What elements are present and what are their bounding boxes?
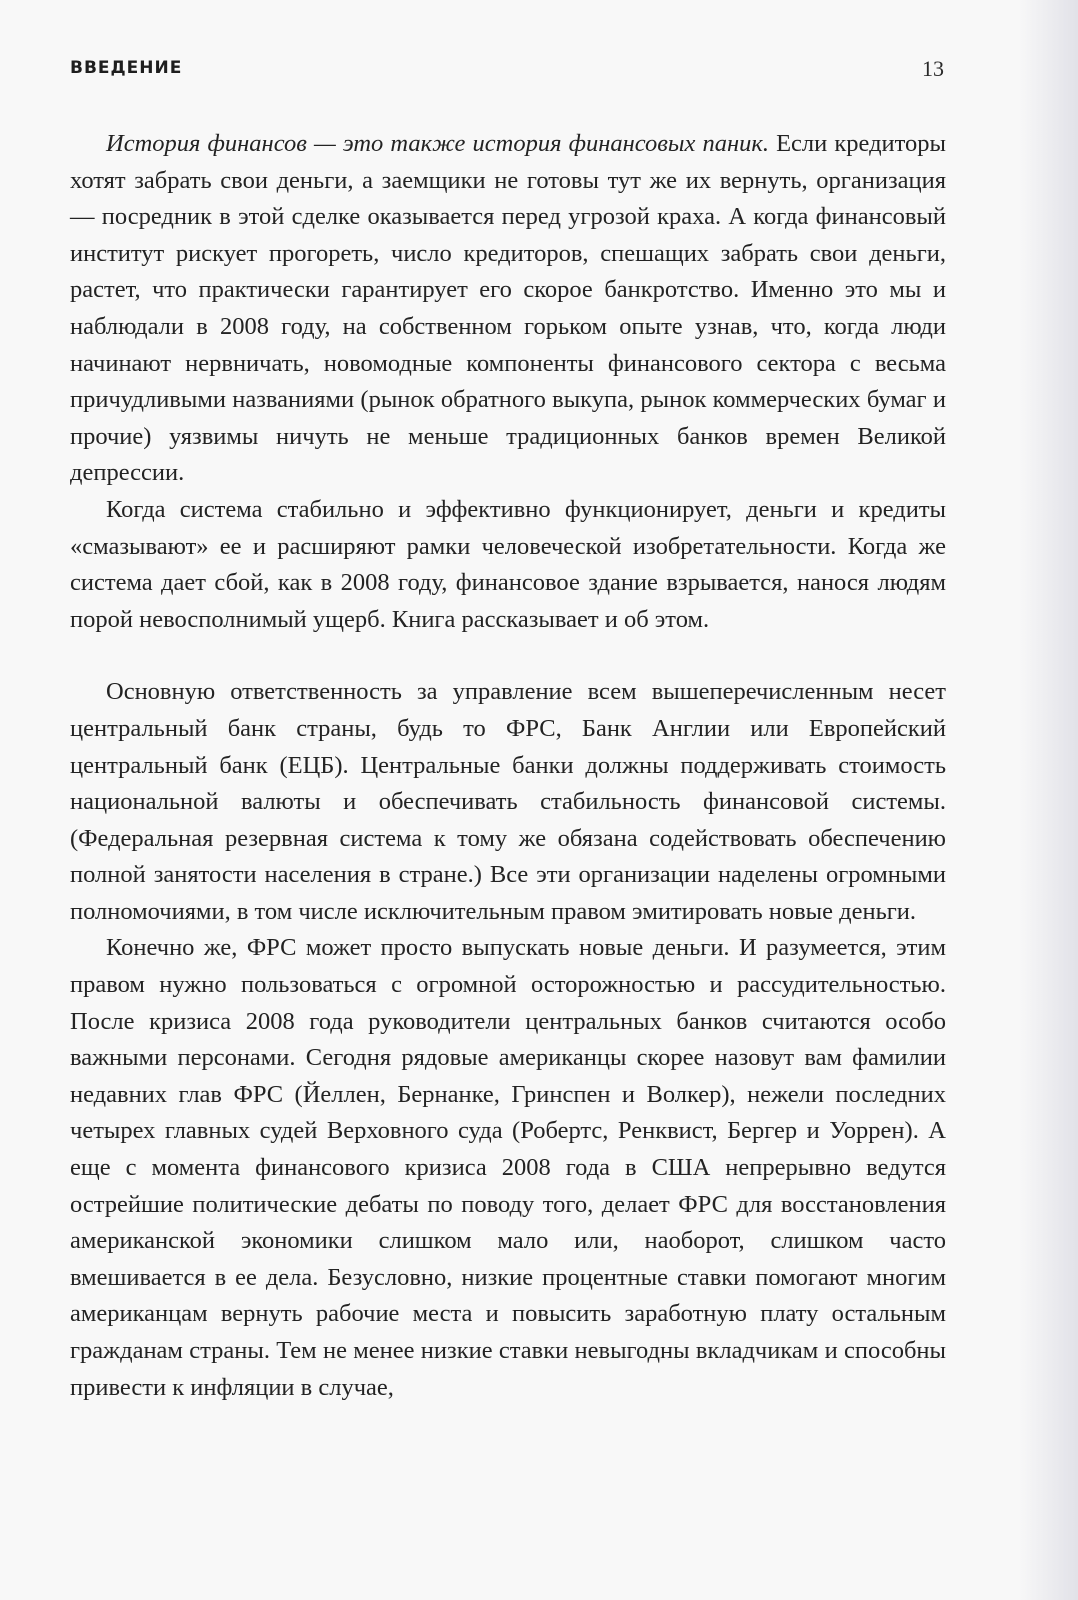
- paragraph-1-text: Если кредиторы хотят забрать свои деньги, а заемщики не готовы тут же их вернуть, организация — посредник в этой сделке оказывается перед угрозой краха. А когда финансовый институт рискует прогореть, число кредиторов, спешащих забрать свои деньги, растет, что практически гарантирует его скорое банкротство. Именно это мы и наблюдали в 2008 году, на собственном горьком опыте узнав, что, когда люди начинают нервничать, новомодные компоненты финансового сектора с весьма причудливыми названиями (рынок обратного выкупа, рынок коммерческих бумаг и прочие) уязвимы ничуть не меньше традиционных банков времен Великой депрессии.: [70, 130, 946, 487]
- body-text: [70, 126, 946, 1406]
- paragraph-3: Основную ответственность за управление всем вышеперечисленным несет центральный банк страны, будь то ФРС, Банк Англии или Европейский центральный банк (ЕЦБ). Центральные банки должны поддерживать стоимость национальной валюты и обеспечивать стабильность финансовой системы. (Федеральная резервная система к тому же обязана содействовать обеспечению полной занятости населения в стране.) Все эти организации наделены огромными полномочиями, в том числе исключительным правом эмитировать новые деньги.: [70, 678, 946, 925]
- running-head-title: ВВЕДЕНИЕ: [70, 58, 183, 78]
- paragraph-1-italic-lead: История финансов — это также история финансовых паник.: [106, 130, 769, 157]
- paragraph-1: [70, 126, 946, 492]
- paragraph-4: Конечно же, ФРС может просто выпускать новые деньги. И разумеется, этим правом нужно пользоваться с огромной осторожностью и рассудительностью. После кризиса 2008 года руководители центральных банков считаются особо важными персонами. Сегодня рядовые американцы скорее назовут вам фамилии недавних глав ФРС (Йеллен, Бернанке, Гринспен и Волкер), нежели последних четырех главных судей Верховного суда (Робертс, Ренквист, Бергер и Уоррен). А еще с момента финансового кризиса 2008 года в США непрерывно ведутся острейшие политические дебаты по поводу того, делает ФРС для восстановления американской экономики слишком мало или, наоборот, слишком часто вмешивается в ее дела. Безусловно, низкие процентные ставки помогают многим американцам вернуть рабочие места и повысить заработную плату остальным гражданам страны. Тем не менее низкие ставки невыгодны вкладчикам и способны привести к инфляции в случае,: [70, 934, 946, 1401]
- paragraph-2: Когда система стабильно и эффективно функционирует, деньги и кредиты «смазывают» ее и расширяют рамки человеческой изобретательности. Когда же система дает сбой, как в 2008 году, финансовое здание взрывается, нанося людям порой невосполнимый ущерб. Книга рассказывает и об этом.: [70, 495, 946, 633]
- page-number: 13: [922, 56, 944, 81]
